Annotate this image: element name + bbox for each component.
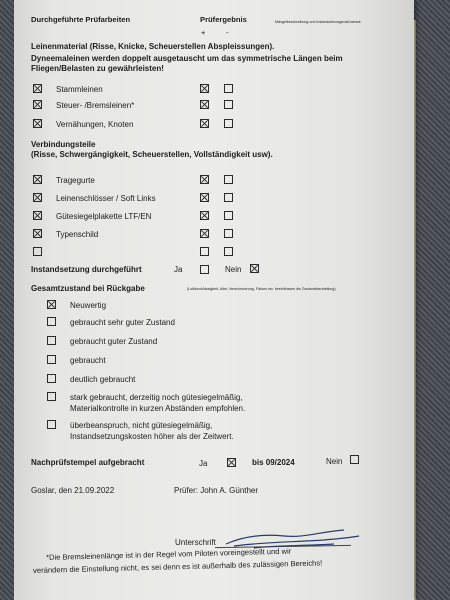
item-checkbox[interactable] [33, 211, 42, 220]
item-checkbox[interactable] [33, 193, 42, 202]
stamp-until: bis 09/2024 [252, 458, 295, 467]
repair-no-checkbox[interactable] [250, 264, 259, 273]
item-label: Steuer- /Bremsleinen* [56, 101, 135, 110]
item-checkbox[interactable] [33, 229, 42, 238]
result-plus-checkbox[interactable] [200, 175, 209, 184]
stamp-yes-checkbox[interactable] [227, 458, 236, 467]
condition-checkbox[interactable] [47, 300, 56, 309]
repair-label: Instandsetzung durchgeführt [31, 265, 142, 274]
result-minus-checkbox[interactable] [224, 175, 233, 184]
repair-no-label: Nein [225, 265, 242, 274]
item-label: Vernähungen, Knoten [56, 120, 134, 129]
lines-section-note: Dyneemaleinen werden doppelt ausgetauscht um das symmetrische Längen beim Fliegen/Belasten zu gewährleisten! [31, 54, 343, 73]
repair-yes-checkbox[interactable] [200, 265, 209, 274]
result-minus-checkbox[interactable] [224, 247, 233, 256]
result-plus-checkbox[interactable] [200, 84, 209, 93]
condition-option-label: stark gebraucht, derzeitig noch gütesiegelmäßig, [70, 393, 243, 402]
result-minus-checkbox[interactable] [224, 84, 233, 93]
condition-option-label: gebraucht [70, 356, 106, 365]
result-plus-checkbox[interactable] [200, 100, 209, 109]
item-checkbox[interactable] [33, 100, 42, 109]
condition-checkbox[interactable] [47, 355, 56, 364]
result-plus-checkbox[interactable] [200, 119, 209, 128]
condition-option-label: gebraucht sehr guter Zustand [70, 318, 175, 327]
signature-label: Unterschrift [175, 538, 216, 547]
result-plus-checkbox[interactable] [200, 229, 209, 238]
condition-option-label: überbeanspruch, nicht gütesiegelmäßig, [70, 421, 213, 430]
stamp-no-label: Nein [326, 457, 343, 466]
item-checkbox[interactable] [33, 175, 42, 184]
footnote-line-1: *Die Bremsleinenlänge ist in der Regel vom Piloten voreingestellt und wir [46, 546, 292, 562]
condition-subtitle: (Luftdurchlässigkeit, Alter, Verschmutzung, Flicken etc. beeinflussen die Zustandsbeurteilung) [187, 287, 336, 291]
connectors-section-title: Verbindungsteile [31, 140, 96, 149]
condition-checkbox[interactable] [47, 420, 56, 429]
place-date: Goslar, den 21.09.2022 [31, 486, 115, 495]
stamp-yes-label: Ja [199, 459, 208, 468]
item-label: Tragegurte [56, 176, 95, 185]
condition-title: Gesamtzustand bei Rückgabe [31, 284, 145, 293]
result-minus-checkbox[interactable] [224, 193, 233, 202]
result-minus-checkbox[interactable] [224, 100, 233, 109]
lines-section-title: Leinenmaterial (Risse, Knicke, Scheuerstellen Abspleissungen). [31, 42, 275, 51]
footnote-line-2: verändern die Einstellung nicht, es sei denn es ist außerhalb des zulässigen Bereichs! [33, 558, 323, 575]
result-plus-checkbox[interactable] [200, 193, 209, 202]
result-minus-checkbox[interactable] [224, 229, 233, 238]
header-plus: + [201, 28, 206, 37]
header-defects-column: Mängelbeschreibung und Instandsetzungsmaßnahme [275, 20, 361, 24]
header-result-column: Prüfergebnis [200, 15, 247, 24]
item-label: Leinenschlösser / Soft Links [56, 194, 156, 203]
item-checkbox[interactable] [33, 247, 42, 256]
stamp-no-checkbox[interactable] [350, 455, 359, 464]
condition-option-label: deutlich gebraucht [70, 375, 136, 384]
stamp-label: Nachprüfstempel aufgebracht [31, 458, 145, 467]
result-plus-checkbox[interactable] [200, 211, 209, 220]
item-checkbox[interactable] [33, 84, 42, 93]
inspection-form-page [14, 0, 414, 600]
condition-checkbox[interactable] [47, 317, 56, 326]
item-label: Stammleinen [56, 85, 103, 94]
header-minus: - [226, 28, 229, 37]
condition-option-label: Neuwertig [70, 301, 107, 310]
result-plus-checkbox[interactable] [200, 247, 209, 256]
condition-checkbox[interactable] [47, 336, 56, 345]
header-work-column: Durchgeführte Prüfarbeiten [31, 15, 131, 24]
condition-checkbox[interactable] [47, 392, 56, 401]
item-label: Gütesiegelplakette LTF/EN [56, 212, 152, 221]
item-label: Typenschild [56, 230, 99, 239]
connectors-section-subtitle: (Risse, Schwergängigkeit, Scheuerstellen, Vollständigkeit usw). [31, 150, 273, 159]
result-minus-checkbox[interactable] [224, 211, 233, 220]
condition-option-label: gebraucht guter Zustand [70, 337, 158, 346]
item-checkbox[interactable] [33, 119, 42, 128]
examiner: Prüfer: John A. Günther [174, 486, 259, 495]
condition-checkbox[interactable] [47, 374, 56, 383]
repair-yes-label: Ja [174, 265, 183, 274]
result-minus-checkbox[interactable] [224, 119, 233, 128]
condition-option-label: Instandsetzungskosten höher als der Zeitwert. [70, 432, 234, 441]
condition-option-label: Materialkontrolle in kurzen Abständen empfohlen. [70, 404, 246, 413]
